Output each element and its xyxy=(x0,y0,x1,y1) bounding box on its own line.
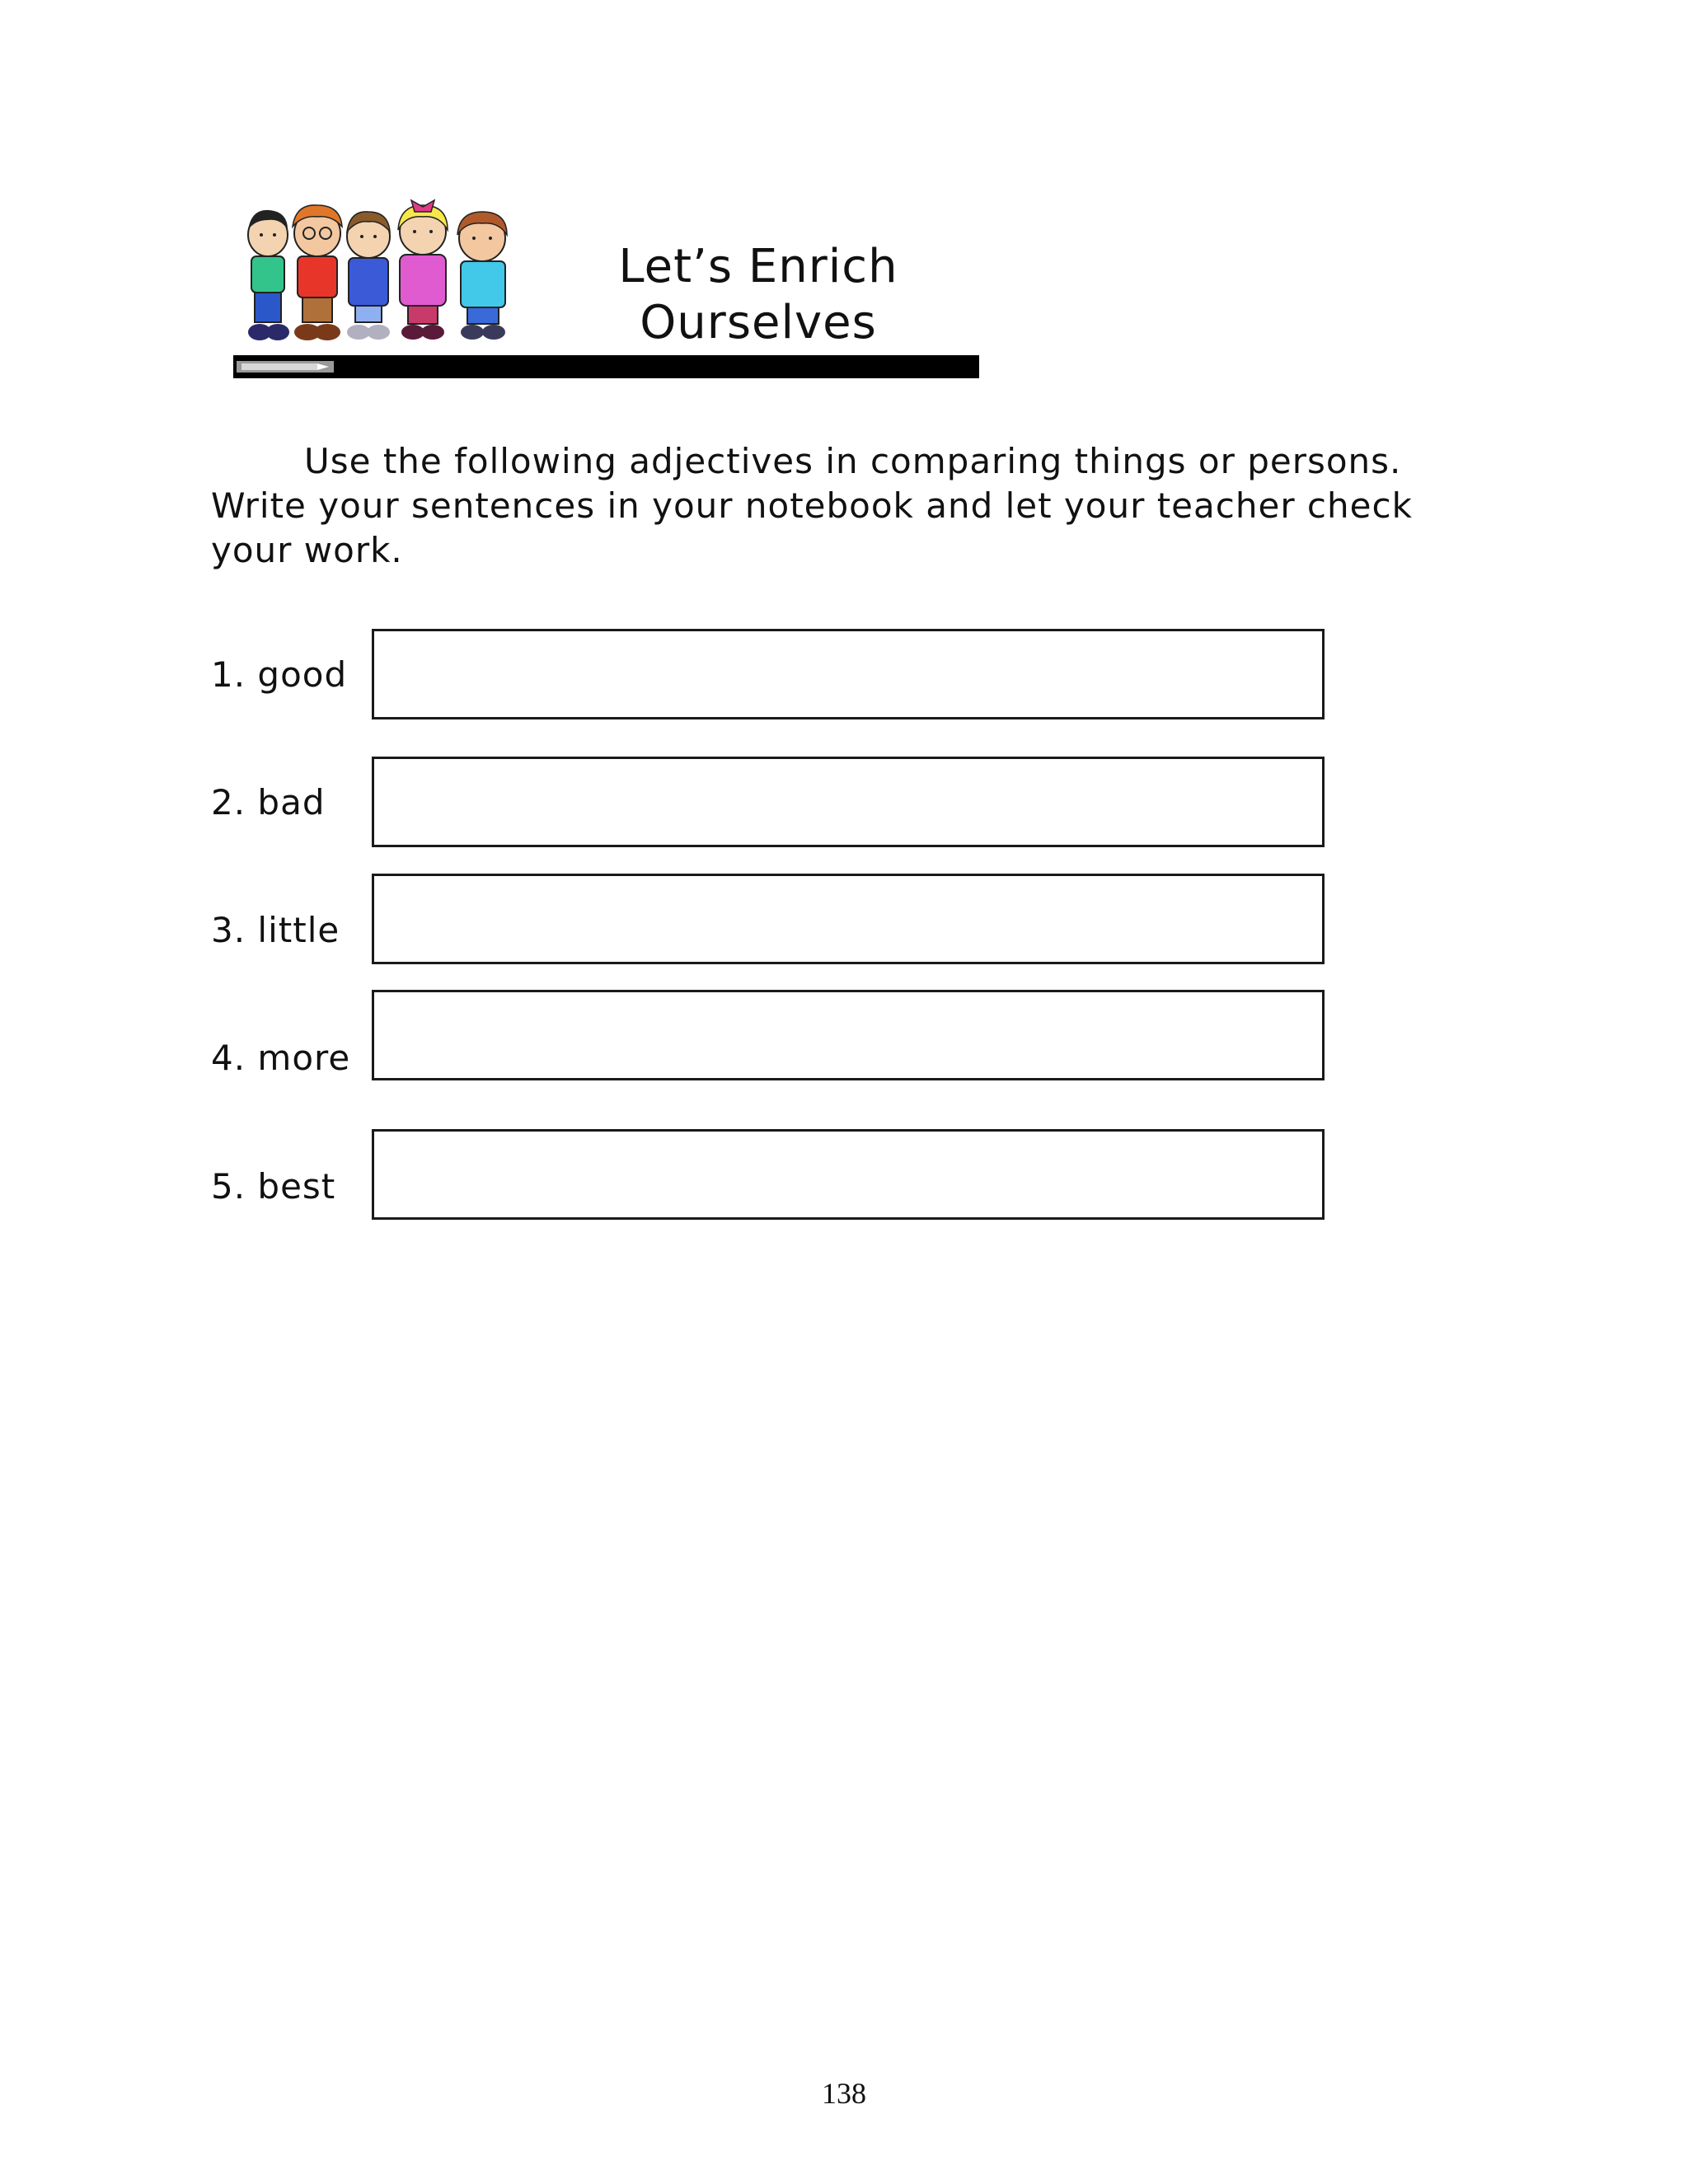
header-rule xyxy=(233,355,979,378)
item-label-more: 4. more xyxy=(211,1038,351,1078)
item-label-bad: 2. bad xyxy=(211,782,326,823)
title-line-2: Ourselves xyxy=(640,296,877,349)
page-number: 138 xyxy=(822,2077,866,2110)
instructions-paragraph xyxy=(211,439,1497,573)
answer-box-more[interactable] xyxy=(372,990,1325,1080)
answer-box-good[interactable] xyxy=(372,629,1325,719)
answer-box-best[interactable] xyxy=(372,1129,1325,1220)
item-label-best: 5. best xyxy=(211,1166,336,1207)
instructions-text: Use the following adjectives in comparing things or persons. Write your sentences in your notebook and let your teacher check your work. xyxy=(211,441,1413,570)
answer-box-bad[interactable] xyxy=(372,757,1325,847)
item-label-little: 3. little xyxy=(211,910,340,950)
pencil-icon xyxy=(237,361,334,373)
page-title xyxy=(552,239,964,351)
title-line-1: Let’s Enrich xyxy=(618,240,898,293)
children-group-icon xyxy=(235,194,532,352)
item-label-good: 1. good xyxy=(211,654,348,695)
answer-box-little[interactable] xyxy=(372,874,1325,964)
